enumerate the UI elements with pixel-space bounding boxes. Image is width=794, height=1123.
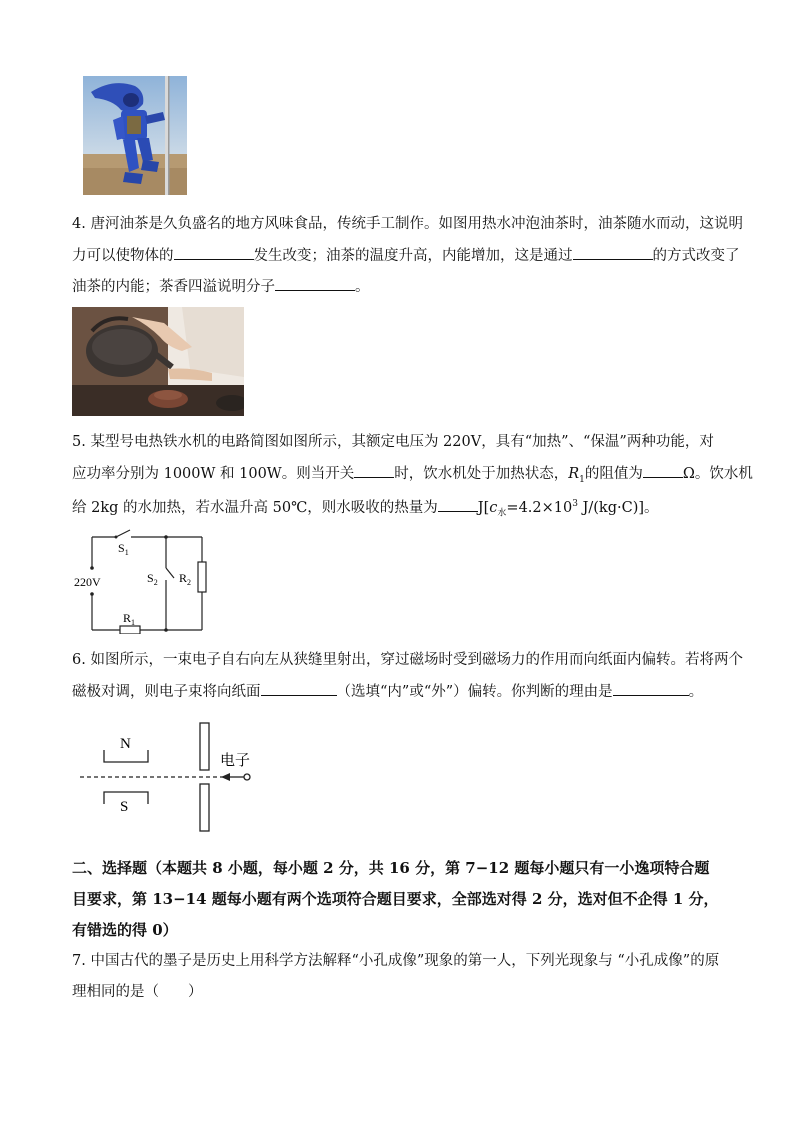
q6-text: 磁极对调，则电子束将向纸面 — [72, 684, 261, 700]
q5-text: =4.2×10 — [506, 499, 573, 516]
q5-text: 的阻值为 — [584, 466, 643, 482]
q5-text: 时，饮水机处于加热状态， — [394, 466, 569, 482]
q4-text: 的方式改变了 — [652, 248, 740, 264]
section2-heading-line-1: 二、选择题（本题共 8 小题，每小题 2 分，共 16 分，第 7−12 题每小题只有一小逸项特合题 — [72, 859, 710, 877]
q5-text: 给 2kg 的水加热，若水温升高 50℃，则水吸收的热量为 — [72, 499, 438, 516]
section2-heading-line-3: 有错选的得 0） — [72, 921, 178, 939]
q6-text: （选填“内”或“外”）偏转。你判断的理由是 — [336, 684, 613, 700]
q5-line-2 — [72, 463, 753, 490]
q5-text: J[ — [477, 499, 490, 516]
q4-text: 油茶的内能；茶香四溢说明分子 — [72, 279, 275, 295]
q5-text: J/(kg·C)]。 — [577, 499, 659, 516]
q5-blank-2[interactable] — [643, 463, 683, 478]
q4-line-2 — [72, 245, 740, 266]
r1-subscript: 1 — [579, 474, 585, 485]
q4-text: 。 — [355, 279, 370, 295]
q5-line-3 — [72, 494, 732, 524]
electron-label: 电子 — [220, 751, 251, 769]
r1-symbol: R — [568, 466, 580, 482]
q5-blank-3[interactable] — [438, 497, 478, 512]
q4-text: 发生改变；油茶的温度升高，内能增加，这是通过 — [253, 248, 573, 264]
q6-text: 。 — [688, 684, 704, 700]
q5-text: Ω。饮水机 — [682, 466, 753, 482]
q4-blank-2[interactable] — [573, 245, 653, 260]
north-pole-label: N — [120, 736, 131, 752]
voltage-label: 220V — [74, 575, 101, 589]
r2-label: $R_2$ — [179, 571, 192, 587]
robot-climbing-photo — [83, 76, 187, 195]
q5-line-1: 5. 某型号电热铁水机的电路简图如图所示，其额定电压为 220V，具有“加热”、“保温”两种功能，对 — [72, 434, 714, 450]
q4-blank-1[interactable] — [174, 245, 254, 260]
tea-pouring-photo — [72, 307, 244, 416]
circuit-diagram — [70, 524, 215, 634]
q5-text: 应功率分别为 1000W 和 100W。则当开关 — [72, 466, 355, 482]
exponent: 3 — [572, 499, 578, 509]
c-symbol: c — [489, 499, 498, 516]
q4-text: 力可以使物体的 — [72, 248, 174, 264]
magnet-electron-diagram — [78, 720, 268, 834]
q6-line-2 — [72, 681, 732, 702]
q7-line-1: 7. 中国古代的墨子是历史上用科学方法解释“小孔成像”现象的第一人，下列光现象与 “小孔成像”的原 — [72, 953, 720, 969]
q7-line-2: 理相同的是（ ） — [72, 984, 203, 1000]
r1-label: $R_1$ — [123, 611, 136, 627]
q4-line-3 — [72, 276, 732, 297]
s1-label: $S_1$ — [118, 541, 129, 557]
q4-blank-3[interactable] — [275, 276, 355, 291]
c-subscript: 水 — [497, 508, 507, 519]
section2-heading-line-2: 目要求，第 13−14 题每小题有两个选项符合题目要求，全部选对得 2 分，选对但不企得 1 分， — [72, 890, 719, 908]
q5-blank-1[interactable] — [354, 463, 394, 478]
q6-line-1: 6. 如图所示，一束电子自右向左从狭缝里射出，穿过磁场时受到磁场力的作用而向纸面内偏转。若将两个 — [72, 652, 743, 668]
q4-line-1: 4. 唐河油茶是久负盛名的地方风味食品，传统手工制作。如图用热水冲泡油茶时，油茶随水而动，这说明 — [72, 216, 743, 232]
q6-blank-1[interactable] — [261, 681, 337, 696]
q6-blank-2[interactable] — [613, 681, 689, 696]
south-pole-label: S — [120, 799, 129, 815]
s2-label: $S_2$ — [147, 571, 158, 587]
